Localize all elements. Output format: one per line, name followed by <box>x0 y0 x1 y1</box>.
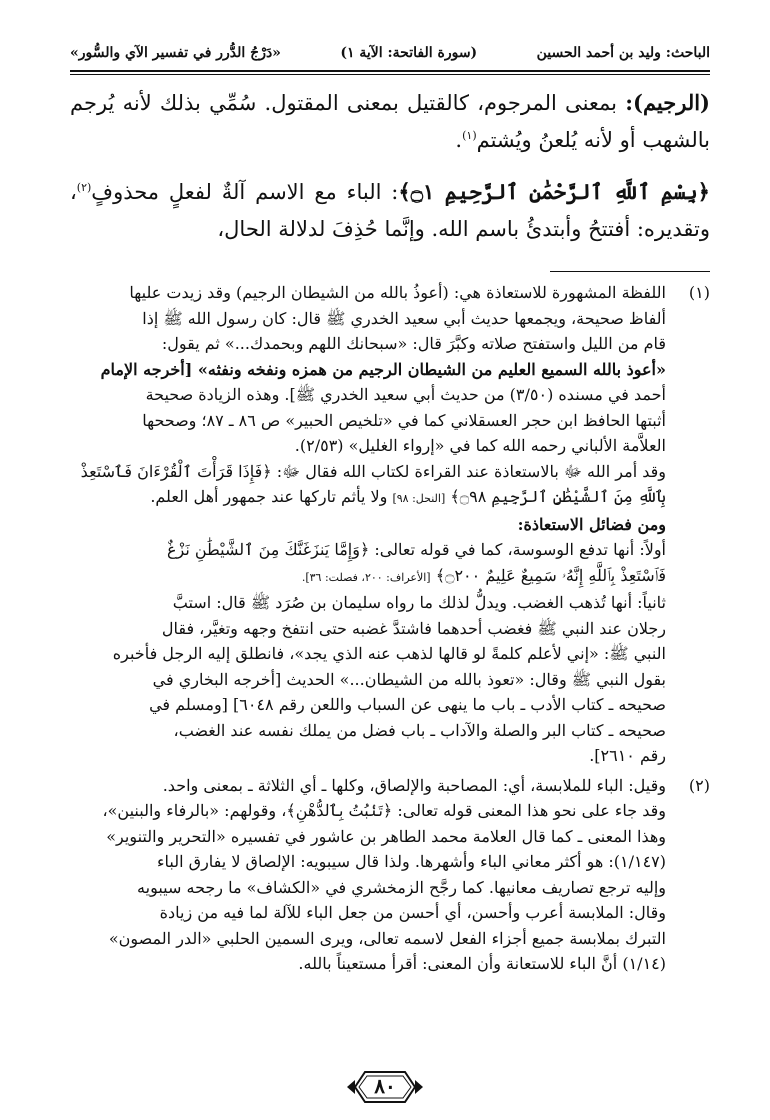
footnote-line: قام من الليل واستفتح صلاته وكبَّرَ قال: «سبحانك اللهم وبحمدك...» ثم يقول: <box>161 334 666 353</box>
main-text <box>70 84 710 248</box>
footnote-ref: (٢) <box>76 181 92 194</box>
footnote-line: التبرك بملابسة جميع أجزاء الفعل لاسمه تعالى، ويرى السمين الحلبي «الدر المصون» <box>108 928 666 948</box>
footnote-line: رقم ٢٦١٠]. <box>589 746 666 765</box>
footnote-line: أولاً: أنها تدفع الوسوسة، كما في قوله تعالى: ﴿وَإِمَّا يَنزَغَنَّكَ مِنَ ٱلشَّيْطَٰنِ نَزْغٌ <box>166 540 666 559</box>
footnote-line: بقول النبي ﷺ وقال: «تعوذ بالله من الشيطان...» الحديث [أخرجه البخاري في <box>152 669 666 689</box>
footnote-line: النبي ﷺ: «إني لأعلم كلمةً لو قالها لذهب عنه الذي يجد»، فانطلق إليه الرجل فأخبره <box>112 644 666 663</box>
footnote-text: ولا يأثم تاركها عند جمهور أهل العلم. <box>150 487 393 506</box>
footnote-number: (٢) <box>688 775 710 795</box>
verse-reference: [الأعراف: ٢٠٠، فصلت: ٣٦]. <box>301 570 431 584</box>
footnote-line: العلاَّمة الألباني رحمه الله كما في «إرواء الغليل» (٢/٥٣). <box>294 436 666 455</box>
footnote-line <box>58 484 666 512</box>
verse-reference: [النحل: ٩٨] <box>392 492 446 505</box>
paragraph-text: بمعنى المرجوم، كالقتيل بمعنى المقتول. سُمِّي بذلك لأنه يُرجم بالشهب أو لأنه يُلعنُ ويُشتم <box>70 91 710 152</box>
footnote-line: وإليه ترجع تصاريف معانيها. كما رجَّح الزمخشري في «الكشاف» ما رجحه سيبويه <box>137 877 666 897</box>
footnote-line: وقد أمر الله ﷻ بالاستعاذة عند القراءة لكتاب الله فقال ﷻ: ﴿فَإِذَا قَرَأْتَ ٱلْقُرْءَانَ فَٱسْتَعِذْ <box>80 461 666 481</box>
footnote-ref: (١) <box>462 129 477 142</box>
footnote-line: صحيحه ـ كتاب البر والصلة والآداب ـ باب فضل من يملك نفسه عند الغضب، <box>173 720 666 740</box>
footnote-line: (١/١٤٧): هو أكثر معاني الباء وأشهرها. ولذا قال سيبويه: الإلصاق لا يفارق الباء <box>157 852 666 871</box>
footnote-2 <box>58 773 710 977</box>
footnote-line: أحمد في مسنده (٣/٥٠) من حديث أبي سعيد الخدري ﷺ]. وهذه الزيادة صحيحة <box>145 385 666 404</box>
header-author: الباحث: وليد بن أحمد الحسين <box>536 45 710 61</box>
footnote-line <box>58 563 666 591</box>
paragraph-basmala <box>70 173 710 248</box>
footnote-line: ثانياً: أنها تُذهب الغضب. ويدلُّ لذلك ما رواه سليمان بن صُرَد ﷺ قال: استبَّ <box>172 593 666 612</box>
header-rule-thin <box>70 74 710 75</box>
footnote-line: صحيحه ـ كتاب الأدب ـ باب ما ينهى عن السباب واللعن رقم ٦٠٤٨] [ومسلم في <box>149 695 666 714</box>
footnote-line: أثبتها الحافظ ابن حجر العسقلاني كما في «تلخيص الحبير» ص ٨٦ ـ ٨٧؛ وصححها <box>142 410 666 430</box>
footnote-separator <box>550 271 710 272</box>
footnote-1 <box>58 280 710 769</box>
footnote-line: اللفظة المشهورة للاستعاذة هي: (أعوذُ بالله من الشيطان الرجيم) وقد زيدت عليها <box>129 283 666 302</box>
paragraph-end: . <box>455 128 463 152</box>
term-rajim: (الرجيم): <box>625 90 710 115</box>
footnote-line: ألفاظ صحيحة، ويجمعها حديث أبي سعيد الخدري ﷺ قال: كان رسول الله ﷺ إذا <box>142 308 666 328</box>
footnotes <box>58 280 710 977</box>
footnote-line: وهذا المعنى ـ كما قال العلامة محمد الطاهر بن عاشور في تفسيره «التحرير والتنوير» <box>106 826 666 846</box>
footnote-line: وقد جاء على نحو هذا المعنى قوله تعالى: ﴿تَنۢبُتُ بِٱلدُّهْنِ﴾، وقولهم: «بالرفاء والبنين»، <box>102 801 666 820</box>
footnote-line: وقال: الملابسة أعرب وأحسن، أي أحسن من جعل الباء للآلة لما فيه من زيادة <box>159 903 666 922</box>
quran-basmala: ﴿بِسْمِ ٱللَّهِ ٱلرَّحْمَٰنِ ٱلرَّحِيمِ ۝١﴾ <box>398 179 710 204</box>
paragraph-rajim <box>70 84 710 159</box>
quran-verse: بِٱللَّهِ مِنَ ٱلشَّيْطَٰنِ ٱلرَّجِيمِ ۝٩٨﴾ <box>450 487 666 506</box>
paragraph-end: ، وتقديره: أفتتحُ وأبتدئُ باسم الله. وإنَّما حُذِفَ لدلالة الحال، <box>70 180 710 241</box>
footnote-line: رجلان عند النبي ﷺ فغضب أحدهما فاشتدَّ غضبه حتى انتفخ وجهه وتغيَّر، فقال <box>161 618 666 638</box>
footnote-line: وقيل: الباء للملابسة، أي: المصاحبة والإلصاق، وكلها ـ أي الثلاثة ـ بمعنى واحد. <box>162 775 666 795</box>
footnote-subheading: ومن فضائل الاستعاذة: <box>517 514 666 534</box>
header-rule <box>70 70 710 72</box>
footnote-line: «أعوذ بالله السميع العليم من الشيطان الرجيم من همزه ونفخه ونفثه» [أخرجه الإمام <box>100 359 666 379</box>
footnote-number: (١) <box>688 283 710 302</box>
header-location: (سورة الفاتحة: الآية ١) <box>340 45 478 61</box>
running-header <box>70 38 710 68</box>
page-number-ornament <box>345 1068 425 1106</box>
paragraph-text: : الباء مع الاسم آلةٌ لفعلٍ محذوفٍ <box>91 180 399 204</box>
footnote-line: (١/١٤) أنَّ الباء للاستعانة وأن المعنى: أقرأ مستعيناً بالله. <box>298 954 666 973</box>
header-book-title: «دَرْجُ الدُّرر في تفسير الآي والسُّور» <box>70 45 281 61</box>
page-number: ٨٠ <box>374 1074 396 1098</box>
quran-verse: فَٱسْتَعِذْ بِٱللَّهِ إِنَّهُۥ سَمِيعٌ عَلِيمٌ ۝٢٠٠﴾ <box>435 565 666 585</box>
